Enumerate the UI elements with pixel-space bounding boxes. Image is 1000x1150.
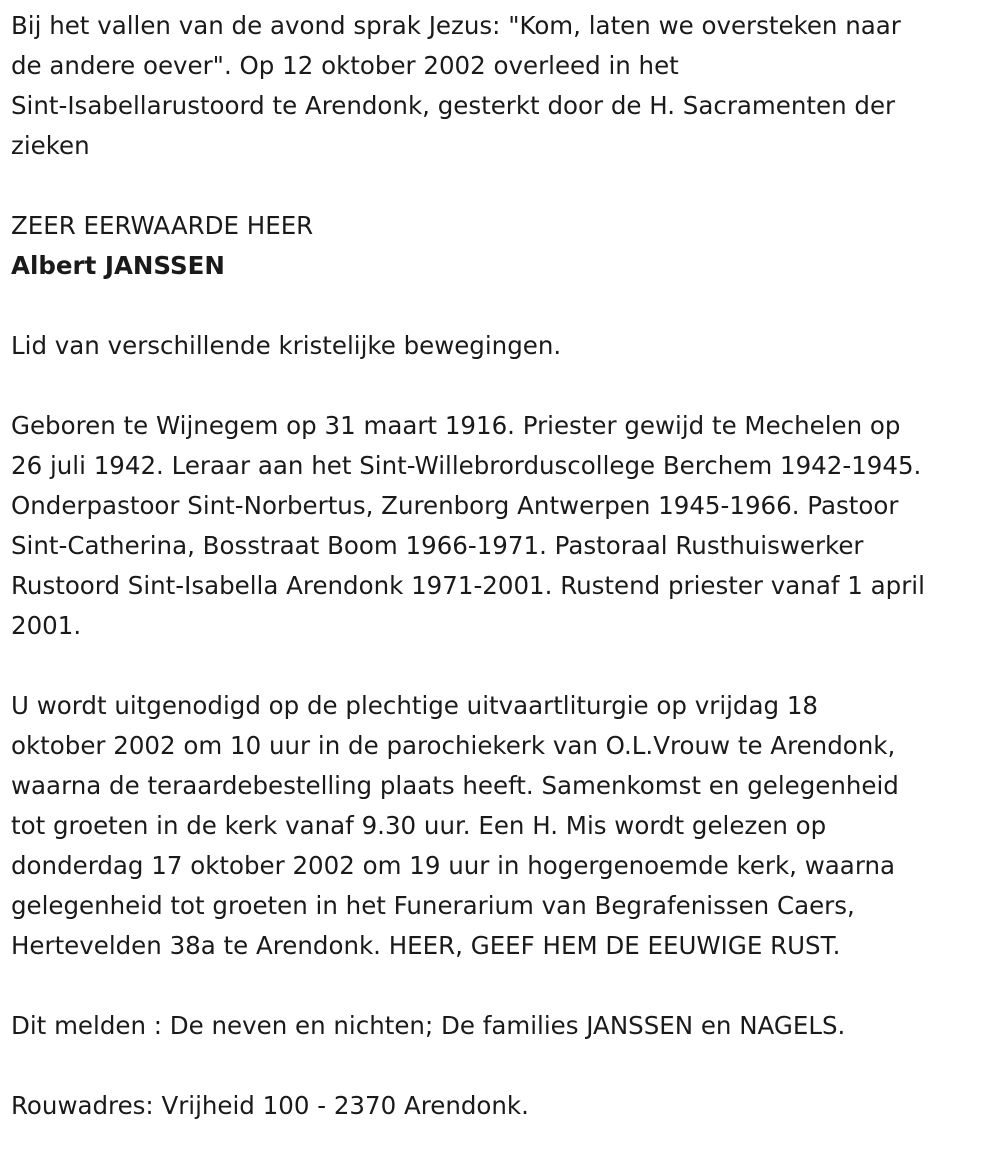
- biography-line: Sint-Catherina, Bosstraat Boom 1966-1971. Pastoraal Rusthuiswerker: [11, 531, 864, 560]
- biography-line: Onderpastoor Sint-Norbertus, Zurenborg Antwerpen 1945-1966. Pastoor: [11, 491, 899, 520]
- invitation-line: tot groeten in de kerk vanaf 9.30 uur. Een H. Mis wordt gelezen op: [11, 811, 827, 840]
- mourning-address: Rouwadres: Vrijheid 100 - 2370 Arendonk.: [11, 1091, 529, 1120]
- biography-line: 2001.: [11, 611, 82, 640]
- invitation-line: gelegenheid tot groeten in het Funerarium van Begrafenissen Caers,: [11, 891, 855, 920]
- paragraph-spacer: [11, 646, 991, 686]
- invitation-paragraph: [11, 686, 991, 966]
- obituary-notice: [11, 6, 991, 1126]
- paragraph-spacer: [11, 166, 991, 206]
- biography-paragraph: [11, 406, 991, 646]
- honorific-title: ZEER EERWAARDE HEER: [11, 211, 314, 240]
- membership-text: Lid van verschillende kristelijke bewegingen.: [11, 331, 562, 360]
- invitation-line: U wordt uitgenodigd op de plechtige uitvaartliturgie op vrijdag 18: [11, 691, 819, 720]
- paragraph-spacer: [11, 966, 991, 1006]
- biography-line: Rustoord Sint-Isabella Arendonk 1971-2001. Rustend priester vanaf 1 april: [11, 571, 925, 600]
- biography-line: 26 juli 1942. Leraar aan het Sint-Willebrorduscollege Berchem 1942-1945.: [11, 451, 922, 480]
- intro-line: de andere oever". Op 12 oktober 2002 overleed in het: [11, 51, 679, 80]
- intro-line: zieken: [11, 131, 90, 160]
- paragraph-spacer: [11, 286, 991, 326]
- paragraph-spacer: [11, 366, 991, 406]
- biography-line: Geboren te Wijnegem op 31 maart 1916. Priester gewijd te Mechelen op: [11, 411, 901, 440]
- invitation-line: waarna de teraardebestelling plaats heeft. Samenkomst en gelegenheid: [11, 771, 899, 800]
- paragraph-spacer: [11, 1046, 991, 1086]
- invitation-line: Hertevelden 38a te Arendonk. HEER, GEEF HEM DE EEUWIGE RUST.: [11, 931, 841, 960]
- deceased-name: Albert JANSSEN: [11, 251, 225, 280]
- announcers-text: Dit melden : De neven en nichten; De families JANSSEN en NAGELS.: [11, 1011, 846, 1040]
- invitation-line: oktober 2002 om 10 uur in de parochiekerk van O.L.Vrouw te Arendonk,: [11, 731, 896, 760]
- intro-line: Sint-Isabellarustoord te Arendonk, gesterkt door de H. Sacramenten der: [11, 91, 896, 120]
- intro-line: Bij het vallen van de avond sprak Jezus: "Kom, laten we oversteken naar: [11, 11, 901, 40]
- invitation-line: donderdag 17 oktober 2002 om 19 uur in hogergenoemde kerk, waarna: [11, 851, 895, 880]
- intro-paragraph: [11, 6, 991, 166]
